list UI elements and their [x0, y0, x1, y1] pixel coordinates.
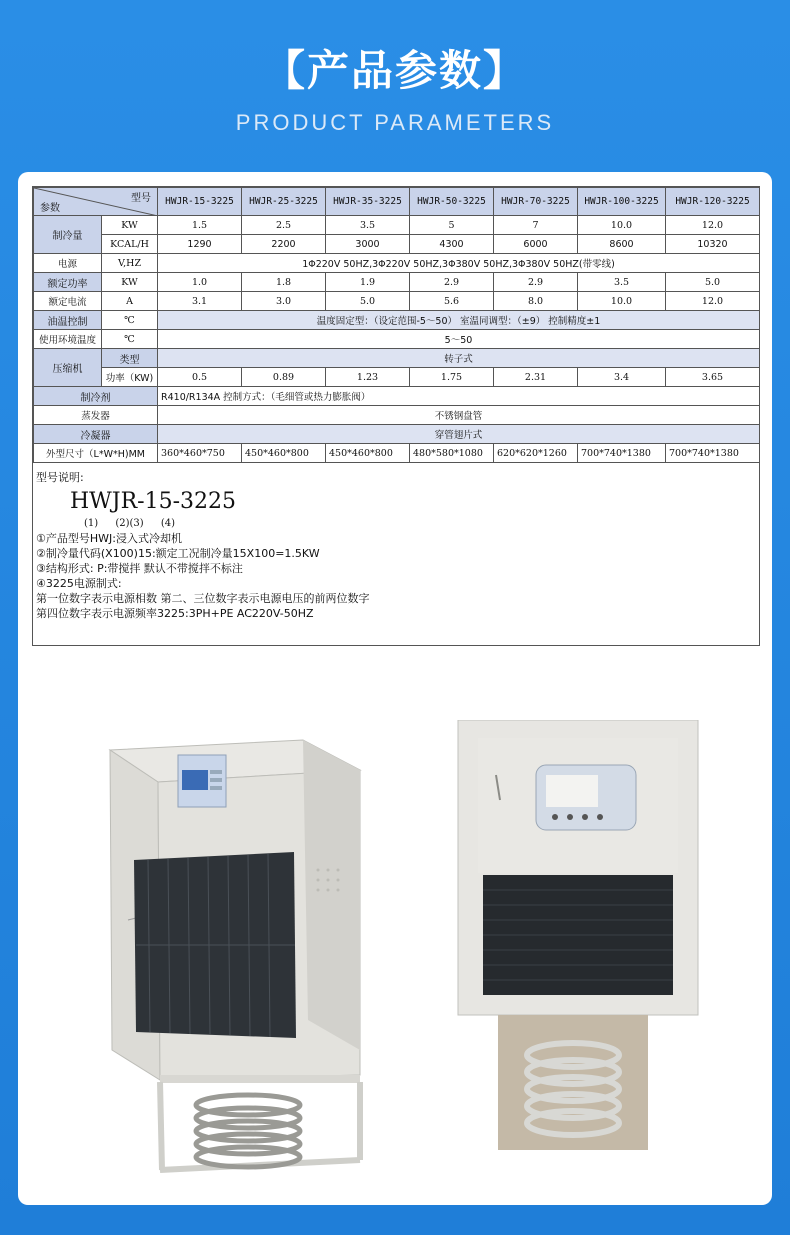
page-subtitle: PRODUCT PARAMETERS	[235, 110, 555, 135]
row-label-dimensions: 外型尺寸（L*W*H)MM	[34, 444, 158, 463]
unit-cell: V,HZ	[102, 254, 158, 273]
parameter-sheet	[32, 186, 760, 646]
table-cell: 12.0	[666, 216, 760, 235]
model-code: HWJR-15-3225	[70, 489, 237, 514]
unit-cell: ℃	[102, 330, 158, 349]
table-cell: 5.0	[326, 292, 410, 311]
model-header: HWJR-35-3225	[326, 188, 410, 216]
notes-line: 第四位数字表示电源频率3225:3PH+PE AC220V-50HZ	[36, 607, 314, 620]
table-cell: 10.0	[578, 292, 666, 311]
row-label-evaporator: 蒸发器	[34, 406, 158, 425]
table-cell: 450*460*800	[326, 444, 410, 463]
table-cell: 1.75	[410, 368, 494, 387]
table-cell: 1.5	[158, 216, 242, 235]
unit-cell: KCAL/H	[102, 235, 158, 254]
table-cell: 转子式	[158, 349, 760, 368]
notes-line: 第一位数字表示电源相数 第二、三位数字表示电源电压的前两位数字	[36, 592, 370, 605]
table-cell: 8.0	[494, 292, 578, 311]
model-header: HWJR-50-3225	[410, 188, 494, 216]
table-cell: 12.0	[666, 292, 760, 311]
table-cell: 5	[410, 216, 494, 235]
table-cell: 10320	[666, 235, 760, 254]
unit-cell: A	[102, 292, 158, 311]
table-cell: 5～50	[158, 330, 760, 349]
table-cell: 1.8	[242, 273, 326, 292]
table-cell: 3.0	[242, 292, 326, 311]
table-cell: 0.89	[242, 368, 326, 387]
unit-cell: ℃	[102, 311, 158, 330]
table-cell: 不锈钢盘管	[158, 406, 760, 425]
corner-param-label: 参数	[40, 203, 60, 214]
table-cell: 10.0	[578, 216, 666, 235]
model-code-indices: (1) (2)(3) (4)	[84, 518, 176, 529]
table-cell: 2200	[242, 235, 326, 254]
table-cell: R410/R134A 控制方式：（毛细管或热力膨胀阀）	[158, 387, 760, 406]
table-corner-cell	[34, 188, 158, 216]
notes-heading: 型号说明:	[36, 471, 84, 484]
table-cell: 3.65	[666, 368, 760, 387]
notes-line: ①产品型号HWJ:浸入式冷却机	[36, 532, 182, 545]
unit-cell: KW	[102, 216, 158, 235]
row-label-compressor: 压缩机	[34, 349, 102, 387]
row-label-rated-power: 额定功率	[34, 273, 102, 292]
parameter-table	[33, 187, 760, 463]
table-cell: 3.5	[578, 273, 666, 292]
table-cell: 7	[494, 216, 578, 235]
product-photo-small-unit	[438, 720, 708, 1190]
table-cell: 1Φ220V 50HZ,3Φ220V 50HZ,3Φ380V 50HZ,3Φ380V 50HZ(带零线)	[158, 254, 760, 273]
table-cell: 450*460*800	[242, 444, 326, 463]
model-header: HWJR-100-3225	[578, 188, 666, 216]
row-label-rated-current: 额定电流	[34, 292, 102, 311]
table-cell: 700*740*1380	[578, 444, 666, 463]
corner-model-label: 型号	[131, 193, 151, 204]
table-cell: 6000	[494, 235, 578, 254]
table-cell: 360*460*750	[158, 444, 242, 463]
table-cell: 1.0	[158, 273, 242, 292]
table-cell: 1290	[158, 235, 242, 254]
table-cell: 5.6	[410, 292, 494, 311]
table-cell: 0.5	[158, 368, 242, 387]
table-cell: 700*740*1380	[666, 444, 760, 463]
table-cell: 3.4	[578, 368, 666, 387]
model-notes	[36, 470, 756, 621]
table-cell: 2.9	[494, 273, 578, 292]
row-label-cooling: 制冷量	[34, 216, 102, 254]
table-cell: 1.9	[326, 273, 410, 292]
notes-line: ④3225电源制式:	[36, 577, 122, 590]
row-label-power-supply: 电源	[34, 254, 102, 273]
model-header: HWJR-70-3225	[494, 188, 578, 216]
table-cell: 8600	[578, 235, 666, 254]
content-card	[18, 172, 772, 1205]
row-label-oil-temp: 油温控制	[34, 311, 102, 330]
row-label-condenser: 冷凝器	[34, 425, 158, 444]
table-cell: 480*580*1080	[410, 444, 494, 463]
notes-line: ③结构形式: P:带搅拌 默认不带搅拌不标注	[36, 562, 243, 575]
table-cell: 2.31	[494, 368, 578, 387]
row-label-refrigerant: 制冷剂	[34, 387, 158, 406]
table-cell: 2.5	[242, 216, 326, 235]
compressor-power-label: 功率（KW)	[102, 368, 158, 387]
table-cell: 3.1	[158, 292, 242, 311]
table-cell: 3.5	[326, 216, 410, 235]
row-label-ambient: 使用环境温度	[34, 330, 102, 349]
product-photo-large-unit	[98, 720, 388, 1190]
table-cell: 温度固定型：（设定范围-5～50） 室温同调型：（±9） 控制精度±1	[158, 311, 760, 330]
table-cell: 1.23	[326, 368, 410, 387]
table-cell: 3000	[326, 235, 410, 254]
table-cell: 620*620*1260	[494, 444, 578, 463]
page-title: 【产品参数】	[262, 46, 527, 95]
model-header: HWJR-25-3225	[242, 188, 326, 216]
table-cell: 2.9	[410, 273, 494, 292]
table-cell: 5.0	[666, 273, 760, 292]
table-cell: 4300	[410, 235, 494, 254]
unit-cell: KW	[102, 273, 158, 292]
table-cell: 穿管翅片式	[158, 425, 760, 444]
notes-line: ②制冷量代码(X100)15:额定工况制冷量15X100=1.5KW	[36, 547, 320, 560]
model-header: HWJR-120-3225	[666, 188, 760, 216]
model-header: HWJR-15-3225	[158, 188, 242, 216]
compressor-type-label: 类型	[102, 349, 158, 368]
